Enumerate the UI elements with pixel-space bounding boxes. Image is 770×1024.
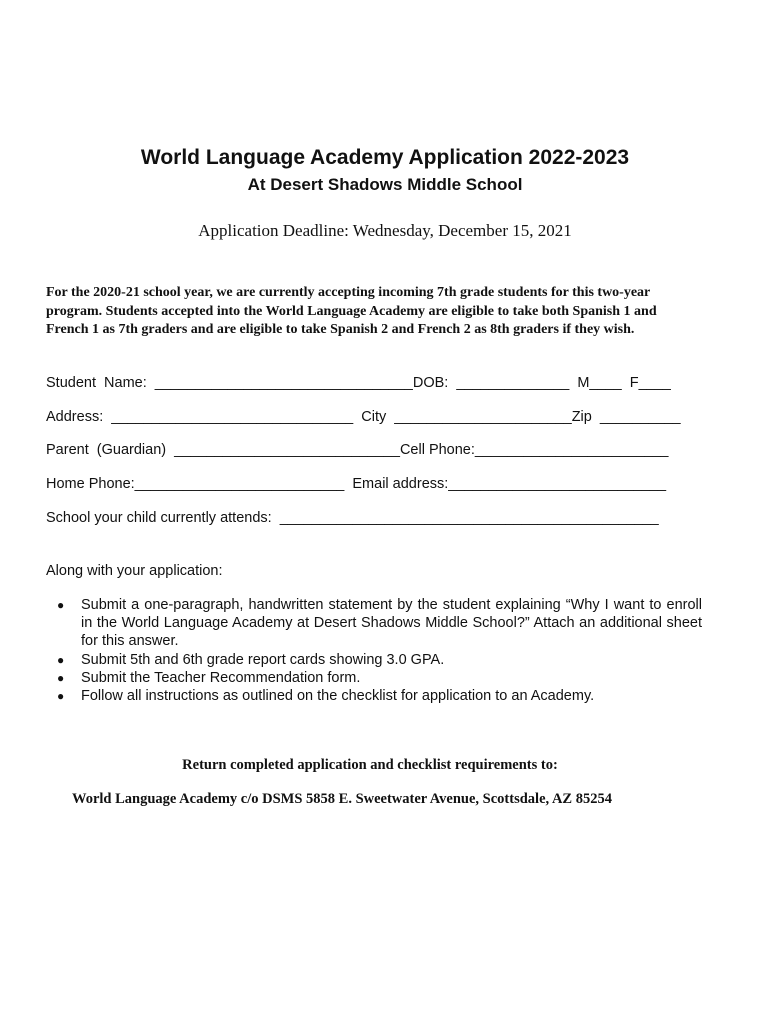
list-item xyxy=(46,651,702,669)
intro-line: French 1 as 7th graders and are eligible to take Spanish 2 and French 2 as 8th graders if they wish. xyxy=(46,322,635,337)
form-row-student-name-dob-gender[interactable]: Student Name: ________________________________DOB: ______________ M____ F____ xyxy=(46,375,671,391)
page-title: World Language Academy Application 2022-2023 xyxy=(140,146,630,169)
requirement-text: Submit a one-paragraph, handwritten statement by the student explaining “Why I want to enroll in the World Language Academy at Desert Shadows Middle School?” Attach an additional sheet for this answer. xyxy=(81,597,702,650)
list-item xyxy=(46,596,702,651)
form-row-parent-cell-phone[interactable]: Parent (Guardian) ____________________________Cell Phone:________________________ xyxy=(46,442,669,458)
bullet-icon: ● xyxy=(57,652,65,667)
list-item xyxy=(46,669,702,687)
requirements-heading: Along with your application: xyxy=(46,563,223,579)
form-row-current-school[interactable]: School your child currently attends: _______________________________________________ xyxy=(46,510,659,526)
intro-paragraph xyxy=(46,284,756,340)
application-deadline: Application Deadline: Wednesday, December 15, 2021 xyxy=(198,221,572,240)
requirement-text: Follow all instructions as outlined on the checklist for application to an Academy. xyxy=(81,688,595,705)
return-address: World Language Academy c/o DSMS 5858 E. Sweetwater Avenue, Scottsdale, AZ 85254 xyxy=(72,791,612,807)
bullet-icon: ● xyxy=(57,689,65,704)
page-subtitle: At Desert Shadows Middle School xyxy=(247,175,523,194)
intro-line: For the 2020-21 school year, we are currently accepting incoming 7th grade students for this two-year xyxy=(46,285,651,300)
requirement-text: Submit the Teacher Recommendation form. xyxy=(81,669,361,686)
form-row-home-phone-email[interactable]: Home Phone:__________________________ Email address:___________________________ xyxy=(46,476,667,492)
list-item xyxy=(46,687,702,705)
return-instructions-label: Return completed application and checklist requirements to: xyxy=(182,757,558,773)
intro-line: program. Students accepted into the World Language Academy are eligible to take both Spanish 1 and xyxy=(46,303,657,319)
bullet-icon: ● xyxy=(57,670,65,685)
form-row-address-city-zip[interactable]: Address: ______________________________ City ______________________Zip __________ xyxy=(46,409,681,425)
requirements-list xyxy=(46,596,702,705)
requirement-text: Submit 5th and 6th grade report cards showing 3.0 GPA. xyxy=(81,651,445,668)
bullet-icon: ● xyxy=(57,598,65,612)
